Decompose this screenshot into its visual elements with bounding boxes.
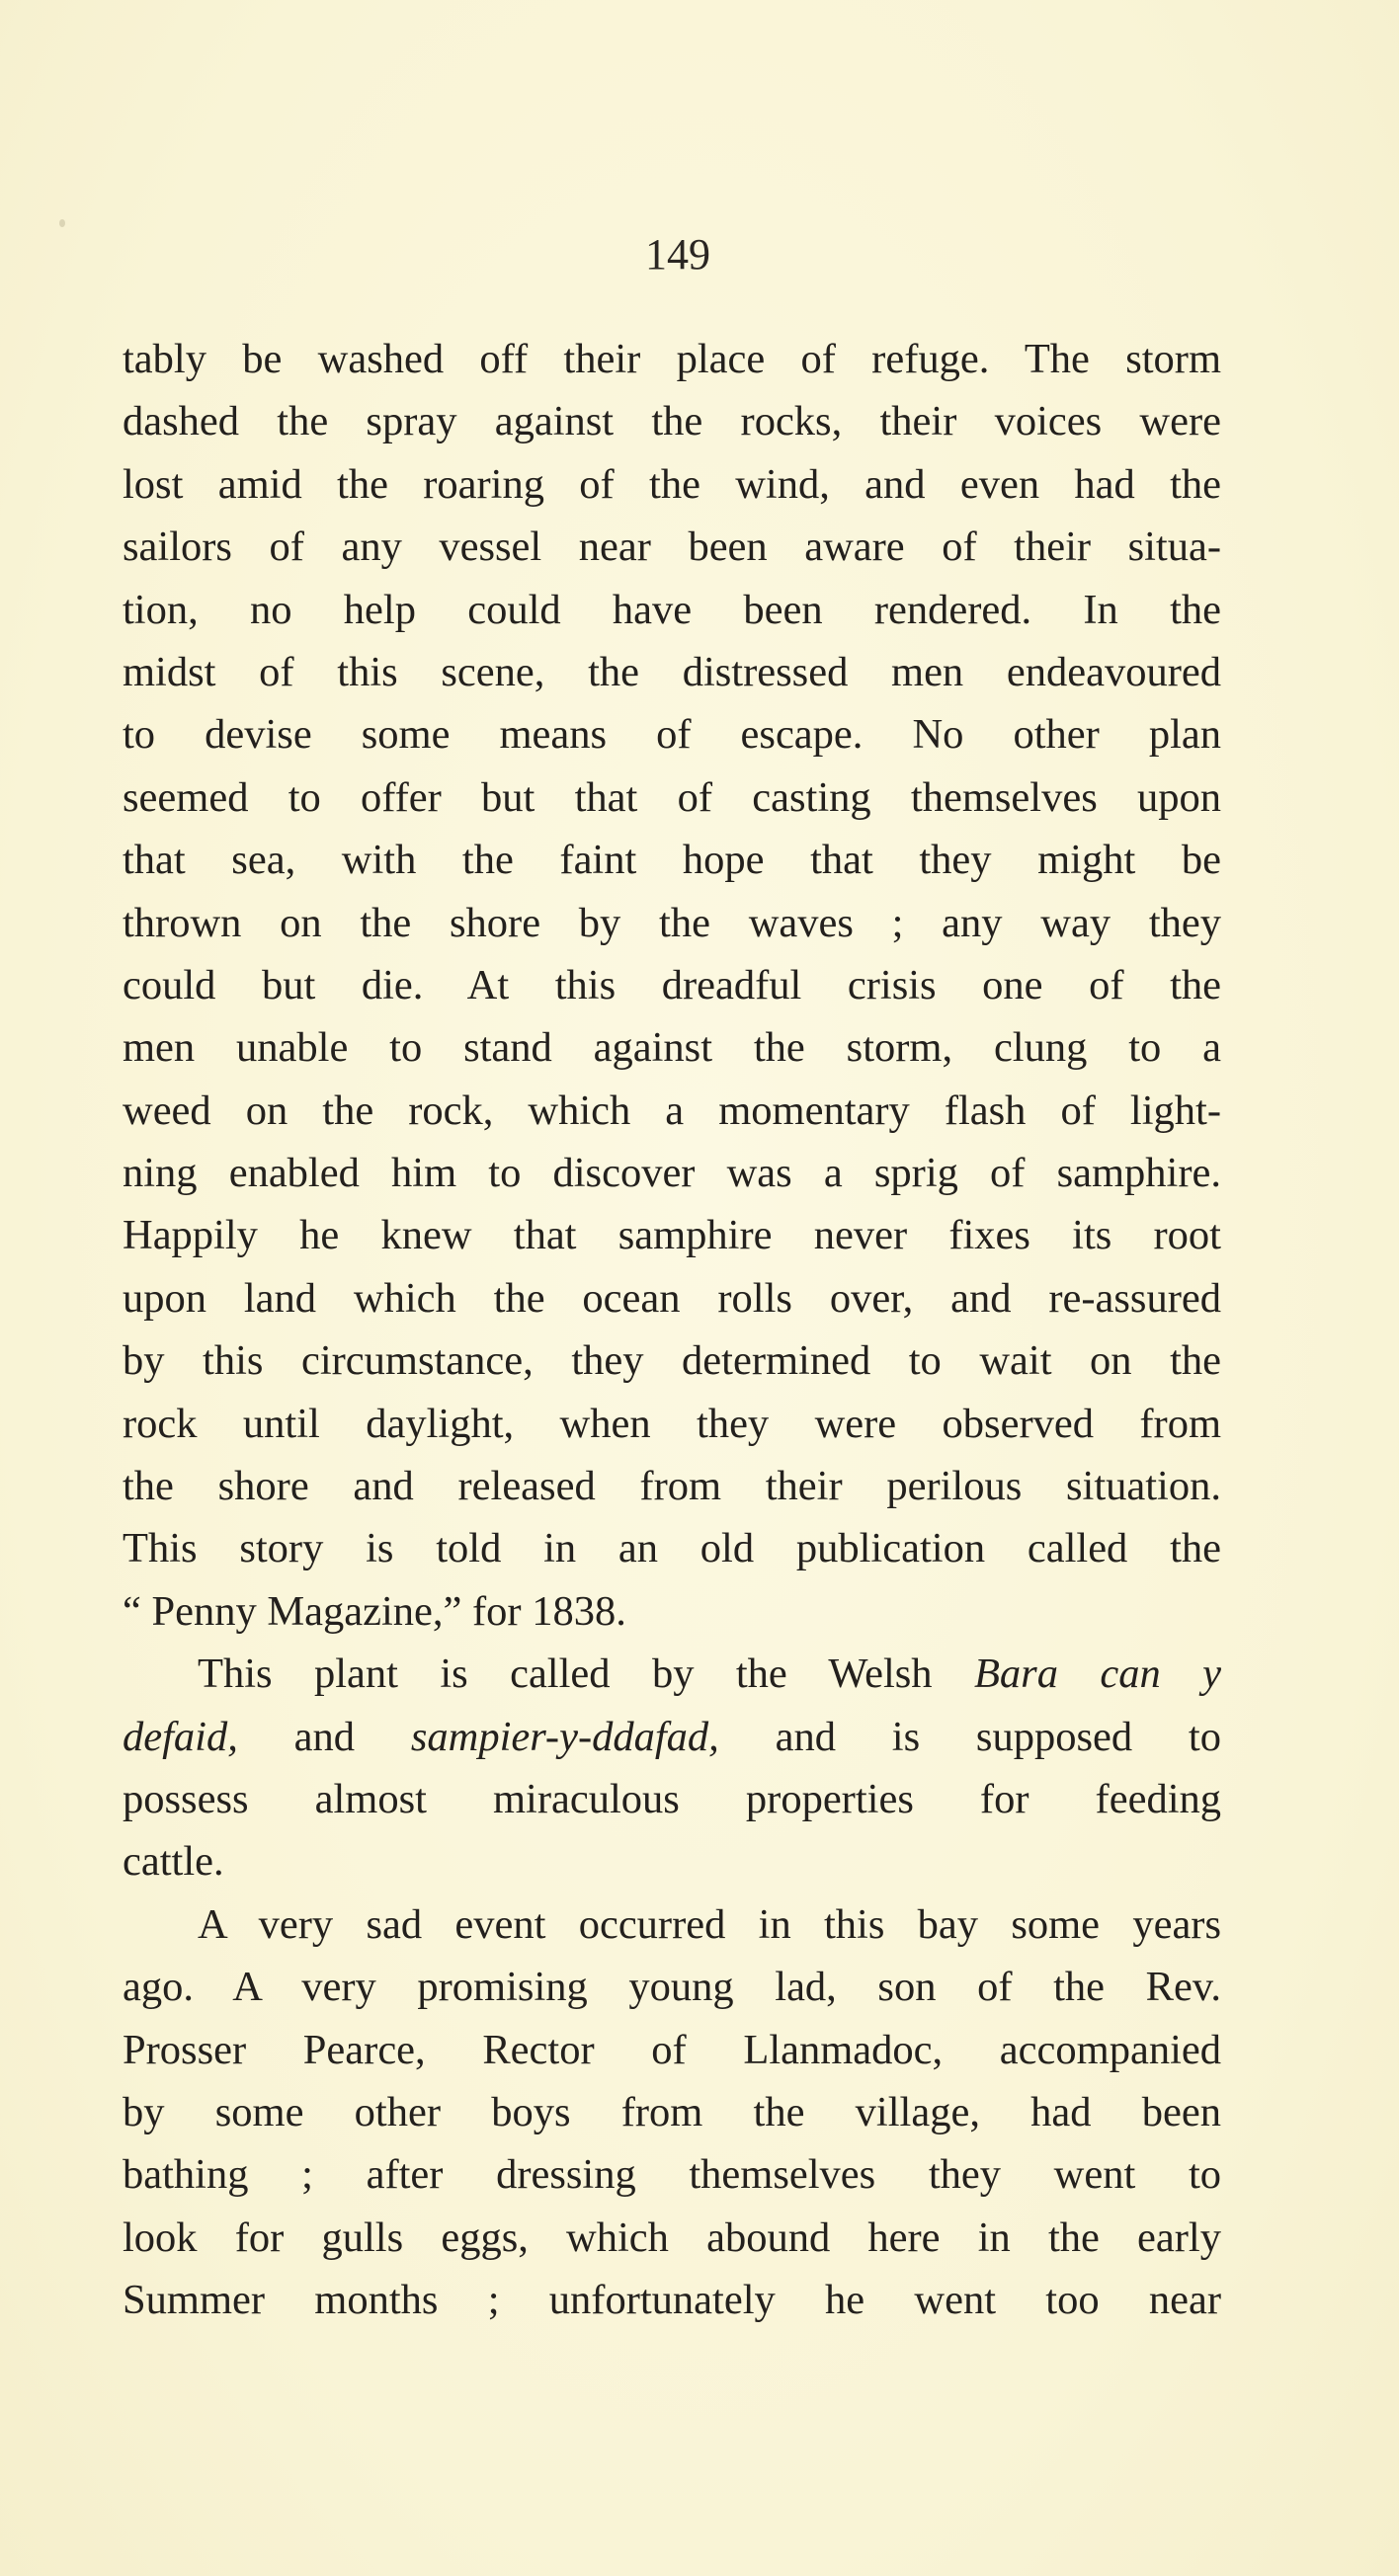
welsh-name-italic: sampier-y-ddafad, [410, 1713, 719, 1760]
text-line: rock until daylight, when they were observed from [123, 1400, 1221, 1447]
text-line: lost amid the roaring of the wind, and even had the [123, 460, 1221, 508]
text-line: thrown on the shore by the waves ; any way they [123, 899, 1221, 946]
text-line: could but die. At this dreadful crisis one of the [123, 961, 1221, 1008]
text-line: This story is told in an old publication called the [123, 1525, 1221, 1572]
text-line: Happily he knew that samphire never fixes its root [123, 1212, 1221, 1259]
text-line: that sea, with the faint hope that they might be [123, 837, 1221, 884]
body-text [123, 328, 1221, 2332]
text-line: possess almost miraculous properties for feeding [123, 1775, 1221, 1822]
text-line: sailors of any vessel near been aware of their situa- [123, 523, 1221, 571]
text-line: by some other boys from the village, had been [123, 2088, 1221, 2135]
text-segment: and [237, 1713, 411, 1760]
paper-speck [59, 219, 65, 227]
text-line: Summer months ; unfortunately he went too near [123, 2277, 1221, 2324]
text-line: the shore and released from their perilous situation. [123, 1463, 1221, 1510]
text-segment: and is supposed to [718, 1713, 1221, 1760]
text-line: tably be washed off their place of refuge. The storm [123, 336, 1221, 382]
text-line: men unable to stand against the storm, clung to a [123, 1024, 1221, 1072]
text-line: “ Penny Magazine,” for 1838. [123, 1587, 626, 1635]
text-line: ning enabled him to discover was a sprig of samphire. [123, 1150, 1221, 1197]
text-line: seemed to offer but that of casting themselves upon [123, 773, 1221, 821]
text-line: to devise some means of escape. No other plan [123, 711, 1221, 759]
welsh-name-italic: Bara can y [973, 1650, 1221, 1698]
welsh-name-italic: defaid, [123, 1713, 238, 1760]
text-line: ago. A very promising young lad, son of the Rev. [123, 1964, 1221, 2011]
page-number: 149 [645, 230, 710, 279]
text-segment: This plant is called by the Welsh [198, 1650, 974, 1698]
paragraph-start-line: A very sad event occurred in this bay some years [198, 1900, 1221, 1948]
text-line: upon land which the ocean rolls over, and re-assured [123, 1274, 1221, 1322]
paragraph-start-line [123, 1643, 1221, 1705]
text-line: bathing ; after dressing themselves they went to [123, 2151, 1221, 2199]
text-line: weed on the rock, which a momentary flash of light- [123, 1087, 1221, 1134]
text-line: midst of this scene, the distressed men endeavoured [123, 648, 1221, 695]
text-line: dashed the spray against the rocks, their voices were [123, 398, 1221, 445]
text-line: look for gulls eggs, which abound here in the early [123, 2214, 1221, 2261]
text-line: tion, no help could have been rendered. In the [123, 586, 1221, 633]
text-line: cattle. [123, 1838, 224, 1886]
text-line: Prosser Pearce, Rector of Llanmadoc, accompanied [123, 2026, 1221, 2073]
text-line [123, 1706, 1221, 1768]
text-line: by this circumstance, they determined to wait on the [123, 1337, 1221, 1385]
